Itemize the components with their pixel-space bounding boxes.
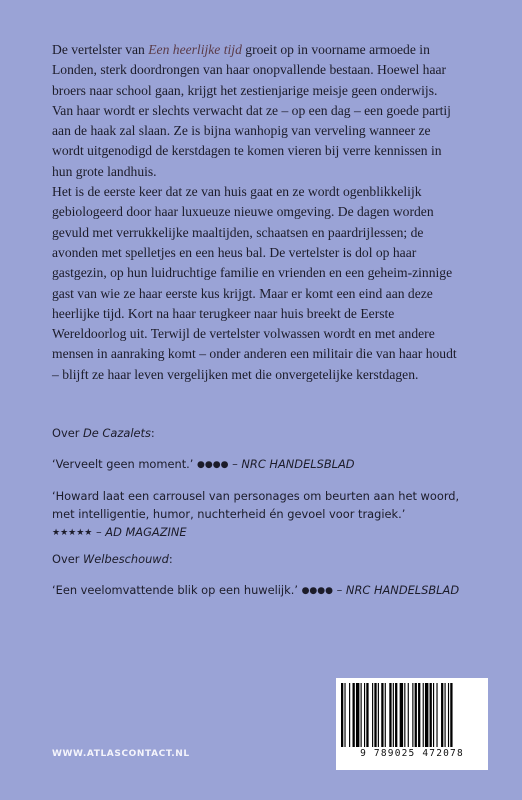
back-cover-blurb (52, 40, 460, 385)
series-title: De Cazalets (83, 426, 151, 440)
review-source: – AD MAGAZINE (92, 525, 187, 539)
review-source: – NRC HANDELSBLAD (333, 583, 460, 597)
blurb-paragraph-2: Het is de eerste keer dat ze van huis gaat en ze wordt ogenblikkelijk gebiologeerd door haar luxueuze nieuwe omgeving. De dagen worden gevuld met verrukkelijke maaltijden, schaatsen en paardrijlessen; de avonden met spelletjes en een heus bal. De vertelster is dol op haar gastgezin, op hun luidruchtige familie en vrienden en een geheim-zinnige gast van wie ze haar eerste kus krijgt. Maar er komt een eind aan deze heerlijke tijd. Kort na haar terugkeer naar huis breekt de Eerste Wereldoorlog uit. Terwijl de vertelster volwassen wordt en met andere mensen in aanraking komt – onder anderen een militair die van haar houdt – blijft ze haar leven vergelijken met die onvergetelijke kerstdagen. (52, 184, 457, 382)
barcode-bars (341, 683, 483, 747)
rating-stars: ★★★★★ (52, 528, 93, 538)
over-heading-2: Over Welbeschouwd: (52, 552, 173, 566)
review-quote-2: ‘Howard laat een carrousel van personages om beurten aan het woord, met intelligentie, humor, nuchterheid én gevoel voor tragiek.’ ★★★★★ – AD MAGAZINE (52, 489, 460, 539)
review-quote-3: ‘Een veelomvattende blik op een huwelijk.’ ●●●● – NRC HANDELSBLAD (52, 583, 460, 597)
isbn-number: 9 789025 472078 (360, 748, 464, 759)
series-title: Welbeschouwd (83, 552, 169, 566)
blurb-text: De vertelster van (52, 42, 149, 57)
review-quote-1: ‘Verveelt geen moment.’ ●●●● – NRC HANDELSBLAD (52, 457, 355, 471)
blurb-text: groeit op in voorname armoede in Londen, sterk doordrongen van haar onopvallende bestaan. Hoewel haar broers naar school gaan, krijgt het zestienjarige meisje geen onderwijs. Van haar wordt er slechts verwacht dat ze – op een dag – een goede partij aan de haak zal slaan. Ze is bijna wanhopig van verveling wanneer ze wordt uitgenodigd de kerstdagen te komen vieren bij verre kennissen in hun grote landhuis. (52, 42, 451, 179)
book-title: Een heerlijke tijd (148, 42, 242, 57)
over-heading-1: Over De Cazalets: (52, 426, 155, 440)
blurb-paragraph-1 (52, 40, 460, 182)
isbn-barcode (336, 678, 488, 770)
rating-dots: ●●●● (301, 586, 333, 596)
publisher-url: WWW.ATLASCONTACT.NL (52, 749, 190, 759)
review-quotes (52, 424, 472, 613)
review-source: – NRC HANDELSBLAD (228, 457, 355, 471)
rating-dots: ●●●● (197, 460, 229, 470)
